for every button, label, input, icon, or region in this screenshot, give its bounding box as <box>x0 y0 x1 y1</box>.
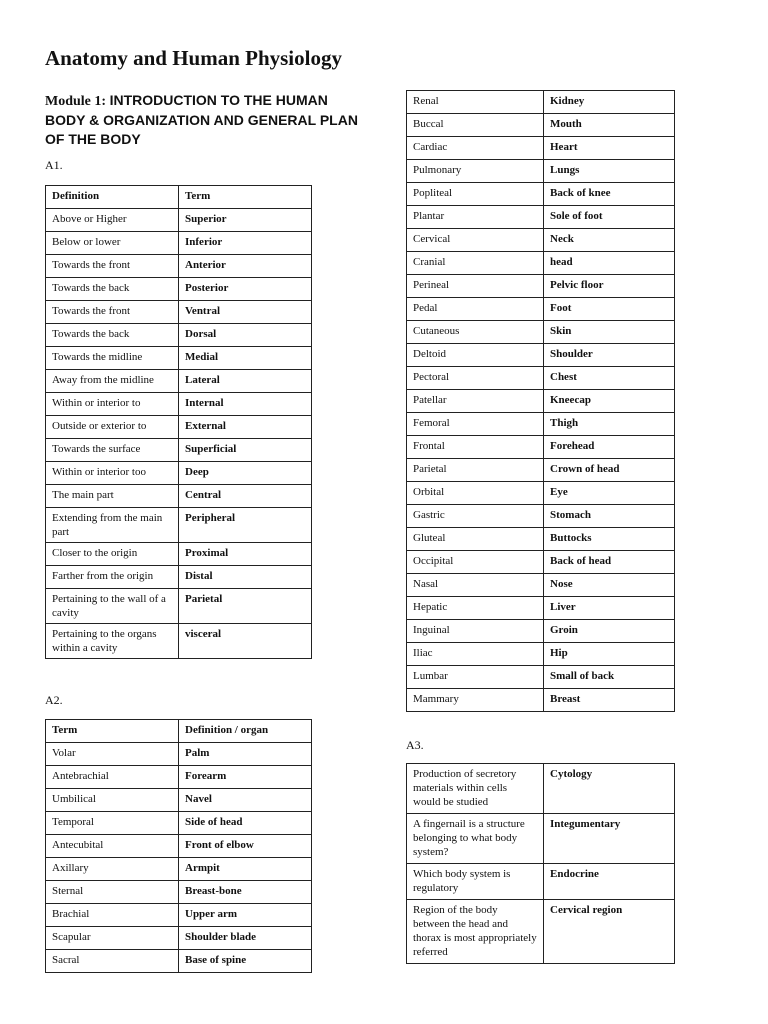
row-label-cell: Towards the midline <box>46 347 179 370</box>
row-label-cell: Pertaining to the wall of a cavity <box>46 589 179 624</box>
module-lead: Module 1: <box>45 94 110 109</box>
table-header-row <box>46 720 312 743</box>
row-label-cell: Closer to the origin <box>46 543 179 566</box>
table-row <box>46 416 312 439</box>
table-row <box>407 864 675 900</box>
row-value-cell: Upper arm <box>179 904 312 927</box>
row-label-cell: Cardiac <box>407 137 544 160</box>
table-row <box>46 347 312 370</box>
row-value-cell: Internal <box>179 393 312 416</box>
table-row <box>407 689 675 712</box>
table-row <box>46 881 312 904</box>
row-label-cell: Away from the midline <box>46 370 179 393</box>
row-label-cell: Below or lower <box>46 232 179 255</box>
table-row <box>407 321 675 344</box>
document-title: Anatomy and Human Physiology <box>45 46 342 70</box>
row-label-cell: Production of secretory materials within cells would be studied <box>407 764 544 814</box>
row-value-cell: Cervical region <box>544 900 675 964</box>
row-value-cell: Cytology <box>544 764 675 814</box>
row-label-cell: Sacral <box>46 950 179 973</box>
table-row <box>407 367 675 390</box>
row-value-cell: Integumentary <box>544 814 675 864</box>
table-row <box>407 413 675 436</box>
table-row <box>46 370 312 393</box>
header-cell: Term <box>179 186 312 209</box>
table-row <box>407 574 675 597</box>
row-label-cell: A fingernail is a structure belonging to what body system? <box>407 814 544 864</box>
row-label-cell: Nasal <box>407 574 544 597</box>
row-value-cell: Proximal <box>179 543 312 566</box>
table-row <box>46 439 312 462</box>
row-value-cell: Back of head <box>544 551 675 574</box>
row-label-cell: Gastric <box>407 505 544 528</box>
row-label-cell: Antecubital <box>46 835 179 858</box>
row-label-cell: Inguinal <box>407 620 544 643</box>
row-value-cell: Pelvic floor <box>544 275 675 298</box>
row-value-cell: Small of back <box>544 666 675 689</box>
row-label-cell: Brachial <box>46 904 179 927</box>
row-label-cell: Temporal <box>46 812 179 835</box>
section-label-a3: A3. <box>406 738 424 752</box>
row-value-cell: Armpit <box>179 858 312 881</box>
table-row <box>407 666 675 689</box>
row-value-cell: Inferior <box>179 232 312 255</box>
table-row <box>46 543 312 566</box>
row-value-cell: Deep <box>179 462 312 485</box>
table-row <box>407 814 675 864</box>
row-value-cell: Back of knee <box>544 183 675 206</box>
table-row <box>407 183 675 206</box>
table-row <box>46 278 312 301</box>
row-label-cell: Pectoral <box>407 367 544 390</box>
row-label-cell: Towards the front <box>46 301 179 324</box>
row-value-cell: Anterior <box>179 255 312 278</box>
table-row <box>407 275 675 298</box>
row-label-cell: Above or Higher <box>46 209 179 232</box>
row-label-cell: Towards the surface <box>46 439 179 462</box>
table-row <box>407 114 675 137</box>
row-value-cell: Breast <box>544 689 675 712</box>
row-label-cell: Antebrachial <box>46 766 179 789</box>
row-value-cell: Shoulder <box>544 344 675 367</box>
table-row <box>46 858 312 881</box>
row-value-cell: Peripheral <box>179 508 312 543</box>
table-row <box>46 927 312 950</box>
row-label-cell: Volar <box>46 743 179 766</box>
table-row <box>407 298 675 321</box>
row-value-cell: Posterior <box>179 278 312 301</box>
row-label-cell: Towards the back <box>46 324 179 347</box>
row-label-cell: Hepatic <box>407 597 544 620</box>
row-label-cell: Sternal <box>46 881 179 904</box>
table-row <box>46 209 312 232</box>
row-value-cell: Foot <box>544 298 675 321</box>
row-value-cell: Chest <box>544 367 675 390</box>
row-label-cell: Axillary <box>46 858 179 881</box>
table-row <box>407 252 675 275</box>
table-row <box>46 904 312 927</box>
table-row <box>407 482 675 505</box>
row-value-cell: Crown of head <box>544 459 675 482</box>
header-cell: Term <box>46 720 179 743</box>
row-label-cell: Pertaining to the organs within a cavity <box>46 624 179 659</box>
row-value-cell: Forearm <box>179 766 312 789</box>
table-row <box>46 589 312 624</box>
row-label-cell: The main part <box>46 485 179 508</box>
row-value-cell: Stomach <box>544 505 675 528</box>
row-value-cell: Kidney <box>544 91 675 114</box>
table-row <box>46 255 312 278</box>
table-row <box>46 393 312 416</box>
table-row <box>46 950 312 973</box>
table-row <box>407 229 675 252</box>
row-value-cell: Parietal <box>179 589 312 624</box>
row-value-cell: Heart <box>544 137 675 160</box>
row-label-cell: Pedal <box>407 298 544 321</box>
table-row <box>46 232 312 255</box>
row-value-cell: Palm <box>179 743 312 766</box>
row-value-cell: Distal <box>179 566 312 589</box>
row-value-cell: visceral <box>179 624 312 659</box>
table-row <box>407 505 675 528</box>
table-row <box>407 620 675 643</box>
table-row <box>46 789 312 812</box>
header-cell: Definition / organ <box>179 720 312 743</box>
table-row <box>407 597 675 620</box>
row-value-cell: Groin <box>544 620 675 643</box>
row-label-cell: Pulmonary <box>407 160 544 183</box>
row-value-cell: Neck <box>544 229 675 252</box>
row-value-cell: Medial <box>179 347 312 370</box>
row-label-cell: Within or interior too <box>46 462 179 485</box>
row-value-cell: Shoulder blade <box>179 927 312 950</box>
row-value-cell: Superficial <box>179 439 312 462</box>
row-label-cell: Gluteal <box>407 528 544 551</box>
table-row <box>407 137 675 160</box>
row-label-cell: Orbital <box>407 482 544 505</box>
table-row <box>407 528 675 551</box>
row-value-cell: Liver <box>544 597 675 620</box>
row-value-cell: Kneecap <box>544 390 675 413</box>
row-label-cell: Popliteal <box>407 183 544 206</box>
row-value-cell: Buttocks <box>544 528 675 551</box>
row-value-cell: Lateral <box>179 370 312 393</box>
table-header-row <box>46 186 312 209</box>
row-value-cell: Nose <box>544 574 675 597</box>
row-label-cell: Cranial <box>407 252 544 275</box>
row-value-cell: External <box>179 416 312 439</box>
table-row <box>407 551 675 574</box>
table-a2-continued <box>406 90 675 712</box>
row-value-cell: Forehead <box>544 436 675 459</box>
row-label-cell: Iliac <box>407 643 544 666</box>
row-label-cell: Within or interior to <box>46 393 179 416</box>
row-value-cell: Lungs <box>544 160 675 183</box>
table-row <box>46 766 312 789</box>
row-label-cell: Umbilical <box>46 789 179 812</box>
row-label-cell: Farther from the origin <box>46 566 179 589</box>
section-label-a2: A2. <box>45 693 63 707</box>
table-row <box>46 508 312 543</box>
row-value-cell: Hip <box>544 643 675 666</box>
row-label-cell: Patellar <box>407 390 544 413</box>
row-label-cell: Region of the body between the head and thorax is most appropriately referred <box>407 900 544 964</box>
row-value-cell: Front of elbow <box>179 835 312 858</box>
table-row <box>407 206 675 229</box>
row-label-cell: Frontal <box>407 436 544 459</box>
table-row <box>407 764 675 814</box>
table-row <box>407 160 675 183</box>
row-value-cell: Base of spine <box>179 950 312 973</box>
row-label-cell: Extending from the main part <box>46 508 179 543</box>
table-a2 <box>45 719 312 973</box>
row-label-cell: Cutaneous <box>407 321 544 344</box>
row-value-cell: Breast-bone <box>179 881 312 904</box>
table-row <box>46 743 312 766</box>
row-value-cell: Dorsal <box>179 324 312 347</box>
table-row <box>407 436 675 459</box>
row-label-cell: Occipital <box>407 551 544 574</box>
row-label-cell: Outside or exterior to <box>46 416 179 439</box>
row-value-cell: Side of head <box>179 812 312 835</box>
row-value-cell: Sole of foot <box>544 206 675 229</box>
table-row <box>407 900 675 964</box>
row-value-cell: Skin <box>544 321 675 344</box>
row-label-cell: Perineal <box>407 275 544 298</box>
row-label-cell: Femoral <box>407 413 544 436</box>
row-label-cell: Towards the back <box>46 278 179 301</box>
table-a1 <box>45 185 312 659</box>
row-label-cell: Which body system is regulatory <box>407 864 544 900</box>
table-row <box>407 643 675 666</box>
module-heading <box>45 91 370 149</box>
module-text: INTRODUCTION TO THE HUMAN BODY & ORGANIZATION AND GENERAL PLAN OF THE BODY <box>45 92 358 147</box>
row-value-cell: Central <box>179 485 312 508</box>
table-row <box>46 324 312 347</box>
row-label-cell: Renal <box>407 91 544 114</box>
table-row <box>46 485 312 508</box>
row-label-cell: Towards the front <box>46 255 179 278</box>
table-row <box>407 390 675 413</box>
table-row <box>407 91 675 114</box>
row-label-cell: Mammary <box>407 689 544 712</box>
header-cell: Definition <box>46 186 179 209</box>
row-value-cell: Mouth <box>544 114 675 137</box>
row-value-cell: head <box>544 252 675 275</box>
row-label-cell: Buccal <box>407 114 544 137</box>
row-label-cell: Lumbar <box>407 666 544 689</box>
row-value-cell: Endocrine <box>544 864 675 900</box>
row-label-cell: Plantar <box>407 206 544 229</box>
table-row <box>46 624 312 659</box>
row-value-cell: Navel <box>179 789 312 812</box>
table-row <box>46 835 312 858</box>
row-label-cell: Parietal <box>407 459 544 482</box>
row-value-cell: Thigh <box>544 413 675 436</box>
row-value-cell: Ventral <box>179 301 312 324</box>
table-a3 <box>406 763 675 964</box>
table-row <box>407 344 675 367</box>
row-label-cell: Deltoid <box>407 344 544 367</box>
table-row <box>46 812 312 835</box>
table-row <box>46 566 312 589</box>
table-row <box>46 301 312 324</box>
table-row <box>46 462 312 485</box>
table-row <box>407 459 675 482</box>
row-label-cell: Scapular <box>46 927 179 950</box>
row-label-cell: Cervical <box>407 229 544 252</box>
section-label-a1: A1. <box>45 158 63 172</box>
row-value-cell: Eye <box>544 482 675 505</box>
row-value-cell: Superior <box>179 209 312 232</box>
